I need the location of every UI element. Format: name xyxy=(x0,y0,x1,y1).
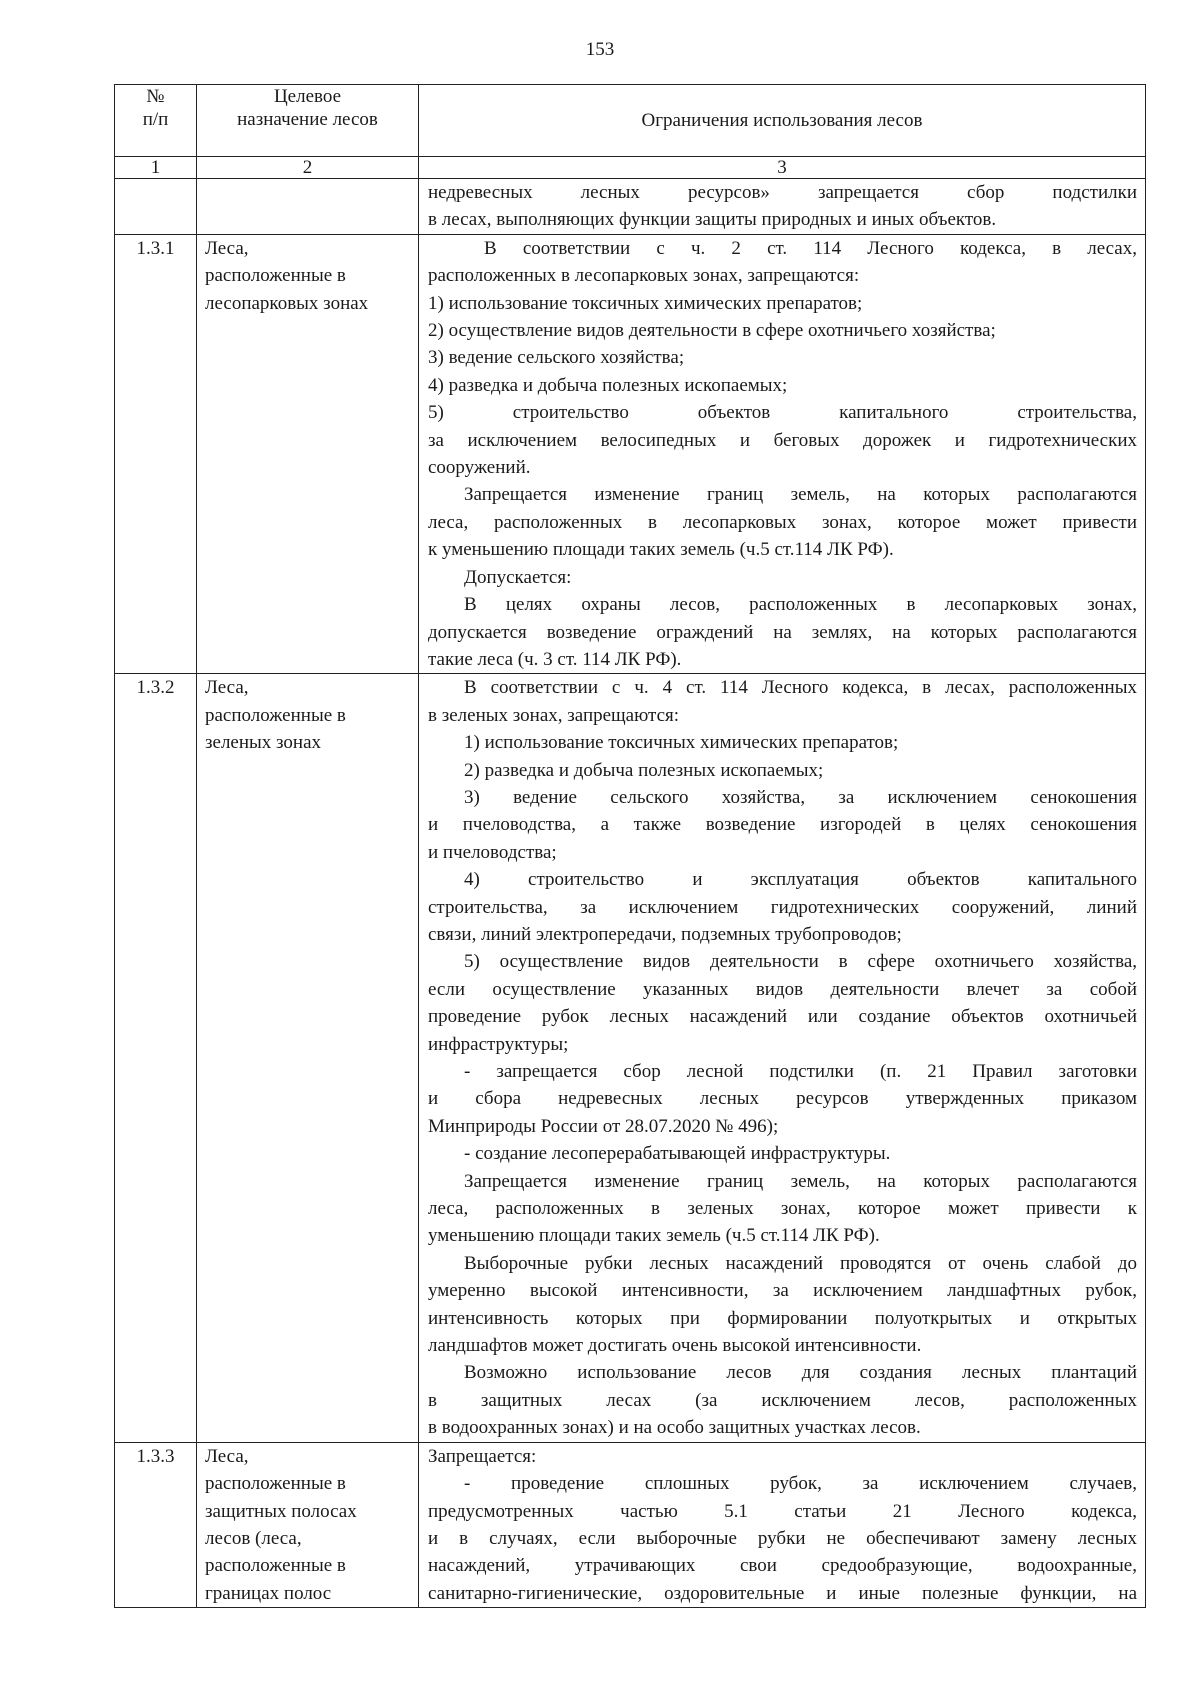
column-number-3: 3 xyxy=(419,157,1146,179)
text-line: ландшафтов может достигать очень высокой интенсивности. xyxy=(428,1335,922,1357)
text-line: инфраструктуры; xyxy=(428,1033,569,1055)
text-line: Возможно использование лесов для создания лесных плантаций xyxy=(464,1362,1137,1384)
text-line: сооружений. xyxy=(428,457,531,479)
text-line: предусмотренных частью 5.1 статьи 21 Лесного кодекса, xyxy=(428,1500,1137,1522)
text-line: леса, расположенных в зеленых зонах, которое может привести к xyxy=(428,1198,1137,1220)
text-line: В соответствии с ч. 4 ст. 114 Лесного кодекса, в лесах, расположенных xyxy=(464,677,1137,699)
forest-restrictions-table xyxy=(114,84,1146,1608)
purpose-line: расположенные в xyxy=(205,704,346,726)
row-number: 1.3.2 xyxy=(115,674,197,1442)
text-line: умеренно высокой интенсивности, за исключением ландшафтных рубок, xyxy=(428,1280,1137,1302)
purpose-line: Леса, xyxy=(205,1445,249,1467)
text-line: санитарно-гигиенические, оздоровительные и иные полезные функции, на xyxy=(428,1582,1137,1604)
row-purpose xyxy=(197,234,419,674)
purpose-line: защитных полосах xyxy=(205,1500,357,1522)
row-number: 1.3.3 xyxy=(115,1442,197,1607)
text-line: Допускается: xyxy=(464,566,572,588)
text-line: - создание лесоперерабатывающей инфраструктуры. xyxy=(464,1143,891,1165)
text-line: - запрещается сбор лесной подстилки (п. 21 Правил заготовки xyxy=(464,1061,1137,1082)
text-line: в защитных лесах (за исключением лесов, расположенных xyxy=(428,1389,1137,1411)
text-line: расположенных в лесопарковых зонах, запрещаются: xyxy=(428,265,860,287)
text-line: в лесах, выполняющих функции защиты природных и иных объектов. xyxy=(428,209,997,231)
text-line: проведение рубок лесных насаждений или создание объектов охотничьей xyxy=(428,1006,1137,1028)
text-line: 1) использование токсичных химических препаратов; xyxy=(464,732,899,754)
text-line: и пчеловодства; xyxy=(428,841,557,863)
row-restrictions xyxy=(419,1442,1146,1607)
table-header-row xyxy=(115,85,1146,157)
row-number: 1.3.1 xyxy=(115,234,197,674)
table-row xyxy=(115,674,1146,1442)
text-line: и в случаях, если выборочные рубки не обеспечивают замену лесных xyxy=(428,1527,1137,1549)
text-line: 2) осуществление видов деятельности в сфере охотничьего хозяйства; xyxy=(428,320,996,342)
header-col-purpose xyxy=(197,85,419,157)
text-line: допускается возведение ограждений на землях, на которых располагаются xyxy=(428,621,1137,643)
table-row xyxy=(115,234,1146,674)
header-col-number-line1: № xyxy=(146,86,165,107)
purpose-line: расположенные в xyxy=(205,1555,346,1577)
text-line: если осуществление указанных видов деятельности влечет за собой xyxy=(428,978,1137,1000)
text-line: интенсивность которых при формировании полуоткрытых и открытых xyxy=(428,1307,1137,1329)
row-restrictions xyxy=(419,674,1146,1442)
text-line: насаждений, утрачивающих свои средообразующие, водоохранные, xyxy=(428,1555,1137,1577)
purpose-line: границах полос xyxy=(205,1582,332,1604)
text-line: за исключением велосипедных и беговых дорожек и гидротехнических xyxy=(428,429,1137,451)
purpose-line: лесов (леса, xyxy=(205,1527,302,1549)
text-line: В соответствии с ч. 2 ст. 114 Лесного кодекса, в лесах, xyxy=(484,237,1137,259)
text-line: уменьшению площади таких земель (ч.5 ст.114 ЛК РФ). xyxy=(428,1225,880,1247)
text-line: 5) осуществление видов деятельности в сфере охотничьего хозяйства, xyxy=(464,951,1137,973)
text-line: к уменьшению площади таких земель (ч.5 ст.114 ЛК РФ). xyxy=(428,539,894,561)
text-line: и сбора недревесных лесных ресурсов утвержденных приказом xyxy=(428,1088,1137,1110)
row-restrictions xyxy=(419,234,1146,674)
purpose-line: расположенные в xyxy=(205,1473,346,1495)
text-line: Выборочные рубки лесных насаждений проводятся от очень слабой до xyxy=(464,1252,1137,1274)
row-purpose xyxy=(197,1442,419,1607)
row-purpose xyxy=(197,674,419,1442)
text-line: 1) использование токсичных химических препаратов; xyxy=(428,292,863,314)
header-col-restrictions: Ограничения использования лесов xyxy=(419,85,1146,157)
text-line: связи, линий электропередачи, подземных трубопроводов; xyxy=(428,923,902,945)
column-number-2: 2 xyxy=(197,157,419,179)
text-line: и пчеловодства, а также возведение изгородей в целях сенокошения xyxy=(428,814,1137,836)
header-col-number xyxy=(115,85,197,157)
page-number: 153 xyxy=(585,39,615,60)
header-col-purpose-line1: Целевое xyxy=(273,86,342,107)
column-number-row xyxy=(115,157,1146,179)
text-line: Запрещается: xyxy=(428,1445,537,1467)
text-line: в зеленых зонах, запрещаются: xyxy=(428,704,680,726)
purpose-line: лесопарковых зонах xyxy=(205,292,369,314)
row-restrictions xyxy=(419,179,1146,235)
text-line: 4) строительство и эксплуатация объектов капитального xyxy=(464,869,1137,891)
text-line: строительства, за исключением гидротехнических сооружений, линий xyxy=(428,896,1137,918)
text-line: Запрещается изменение границ земель, на которых располагаются xyxy=(464,484,1137,506)
text-line: Минприроды России от 28.07.2020 № 496); xyxy=(428,1115,779,1137)
purpose-line: Леса, xyxy=(205,237,249,259)
text-line: 3) ведение сельского хозяйства, за исключением сенокошения xyxy=(464,786,1137,808)
text-line: 3) ведение сельского хозяйства; xyxy=(428,347,685,369)
text-line: недревесных лесных ресурсов» запрещается сбор подстилки xyxy=(428,182,1137,203)
text-line: леса, расположенных в лесопарковых зонах, которое может привести xyxy=(428,511,1137,533)
text-line: 2) разведка и добыча полезных ископаемых; xyxy=(464,759,824,781)
table-row xyxy=(115,1442,1146,1607)
table-row xyxy=(115,179,1146,235)
text-line: такие леса (ч. 3 ст. 114 ЛК РФ). xyxy=(428,648,682,670)
header-col-number-line2: п/п xyxy=(142,109,169,130)
purpose-line: зеленых зонах xyxy=(205,732,322,754)
purpose-line: расположенные в xyxy=(205,265,346,287)
text-line: - проведение сплошных рубок, за исключением случаев, xyxy=(464,1473,1137,1495)
column-number-1: 1 xyxy=(115,157,197,179)
header-col-purpose-line2: назначение лесов xyxy=(237,109,378,130)
text-line: В целях охраны лесов, расположенных в лесопарковых зонах, xyxy=(464,594,1137,616)
row-number xyxy=(115,179,197,235)
row-purpose xyxy=(197,179,419,235)
text-line: Запрещается изменение границ земель, на которых располагаются xyxy=(464,1170,1137,1192)
text-line: 5) строительство объектов капитального строительства, xyxy=(428,402,1137,424)
purpose-line: Леса, xyxy=(205,677,249,699)
text-line: в водоохранных зонах) и на особо защитных участках лесов. xyxy=(428,1417,921,1439)
text-line: 4) разведка и добыча полезных ископаемых; xyxy=(428,374,788,396)
